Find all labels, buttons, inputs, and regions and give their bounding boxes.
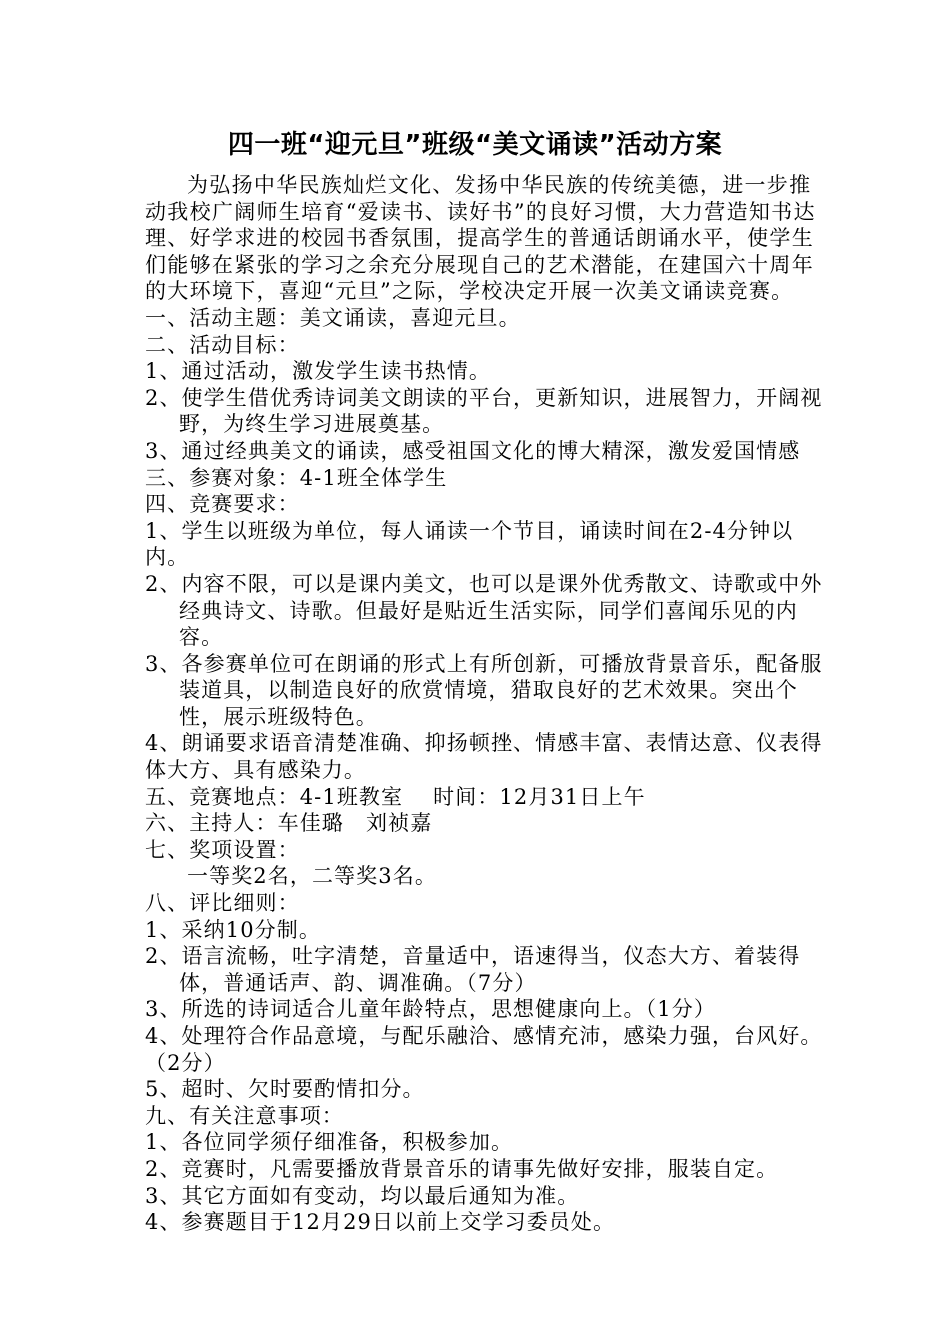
awards-text: 一等奖2名，二等奖3名。 <box>187 864 437 889</box>
rule-item: 4、处理符合作品意境，与配乐融洽、感情充沛，感染力强，台风好。（2分） <box>145 1024 823 1075</box>
rule-item: 3、所选的诗词适合儿童年龄特点，思想健康向上。（1分） <box>145 997 716 1022</box>
document-body <box>145 172 825 1236</box>
goal-item: 1、通过活动，激发学生读书热情。 <box>145 359 491 384</box>
note-item: 1、各位同学须仔细准备，积极参加。 <box>145 1130 514 1155</box>
section-hosts: 六、主持人：车佳璐 刘祯嘉 <box>145 811 433 836</box>
requirement-item: 1、学生以班级为单位，每人诵读一个节目，诵读时间在2-4分钟以内。 <box>145 518 794 570</box>
requirement-item: 3、各参赛单位可在朗诵的形式上有所创新，可播放背景音乐，配备服装道具，以制造良好的欣赏情境，猎取良好的艺术效果。突出个性，展示班级特色。 <box>145 651 823 729</box>
document-title: 四一班“迎元旦”班级“美文诵读”活动方案 <box>227 130 723 160</box>
rule-item: 1、采纳10分制。 <box>145 917 321 942</box>
rule-item: 5、超时、欠时要酌情扣分。 <box>145 1077 425 1102</box>
venue-text: 五、竞赛地点：4-1班教室 <box>145 784 404 809</box>
goal-item: 3、通过经典美文的诵读，感受祖国文化的博大精深，激发爱国情感 <box>145 438 801 463</box>
note-item: 4、参赛题目于12月29日以前上交学习委员处。 <box>145 1210 616 1235</box>
section-participants: 三、参赛对象：4-1班全体学生 <box>145 465 448 490</box>
note-item: 2、竞赛时，凡需要播放背景音乐的请事先做好安排，服装自定。 <box>145 1156 779 1181</box>
time-text: 时间：12月31日上午 <box>433 784 646 809</box>
rule-item: 2、语言流畅，吐字清楚，音量适中，语速得当，仪态大方、着装得体，普通话声、韵、调准确。（7分） <box>145 944 801 995</box>
section-rules-heading: 八、评比细则： <box>145 891 300 916</box>
note-item: 3、其它方面如有变动，均以最后通知为准。 <box>145 1183 580 1208</box>
requirement-item: 2、内容不限，可以是课内美文，也可以是课外优秀散文、诗歌或中外经典诗文、诗歌。但最好是贴近生活实际，同学们喜闻乐见的内容。 <box>145 571 823 650</box>
section-venue-time <box>145 784 825 811</box>
requirement-item: 4、朗诵要求语音清楚准确、抑扬顿挫、情感丰富、表情达意、仪表得体大方、具有感染力。 <box>145 731 823 783</box>
intro-paragraph: 为弘扬中华民族灿烂文化、发扬中华民族的传统美德，进一步推动我校广阔师生培育“爱读书、读好书”的良好习惯，大力营造知书达理、好学求进的校园书香氛围，提高学生的普通话朗诵水平，使学生们能够在紧张的学习之余充分展现自己的艺术潜能，在建国六十周年的大环境下，喜迎“元旦”之际，学校决定开展一次美文诵读竞赛。 <box>145 173 816 304</box>
section-awards-heading: 七、奖项设置： <box>145 837 300 862</box>
section-theme: 一、活动主题：美文诵读，喜迎元旦。 <box>145 305 521 330</box>
goal-item: 2、使学生借优秀诗词美文朗读的平台，更新知识，进展智力，开阔视野，为终生学习进展奠基。 <box>145 385 823 437</box>
section-requirements-heading: 四、竞赛要求： <box>145 492 300 517</box>
section-goals-heading: 二、活动目标： <box>145 332 300 357</box>
section-notes-heading: 九、有关注意事项： <box>145 1103 344 1128</box>
